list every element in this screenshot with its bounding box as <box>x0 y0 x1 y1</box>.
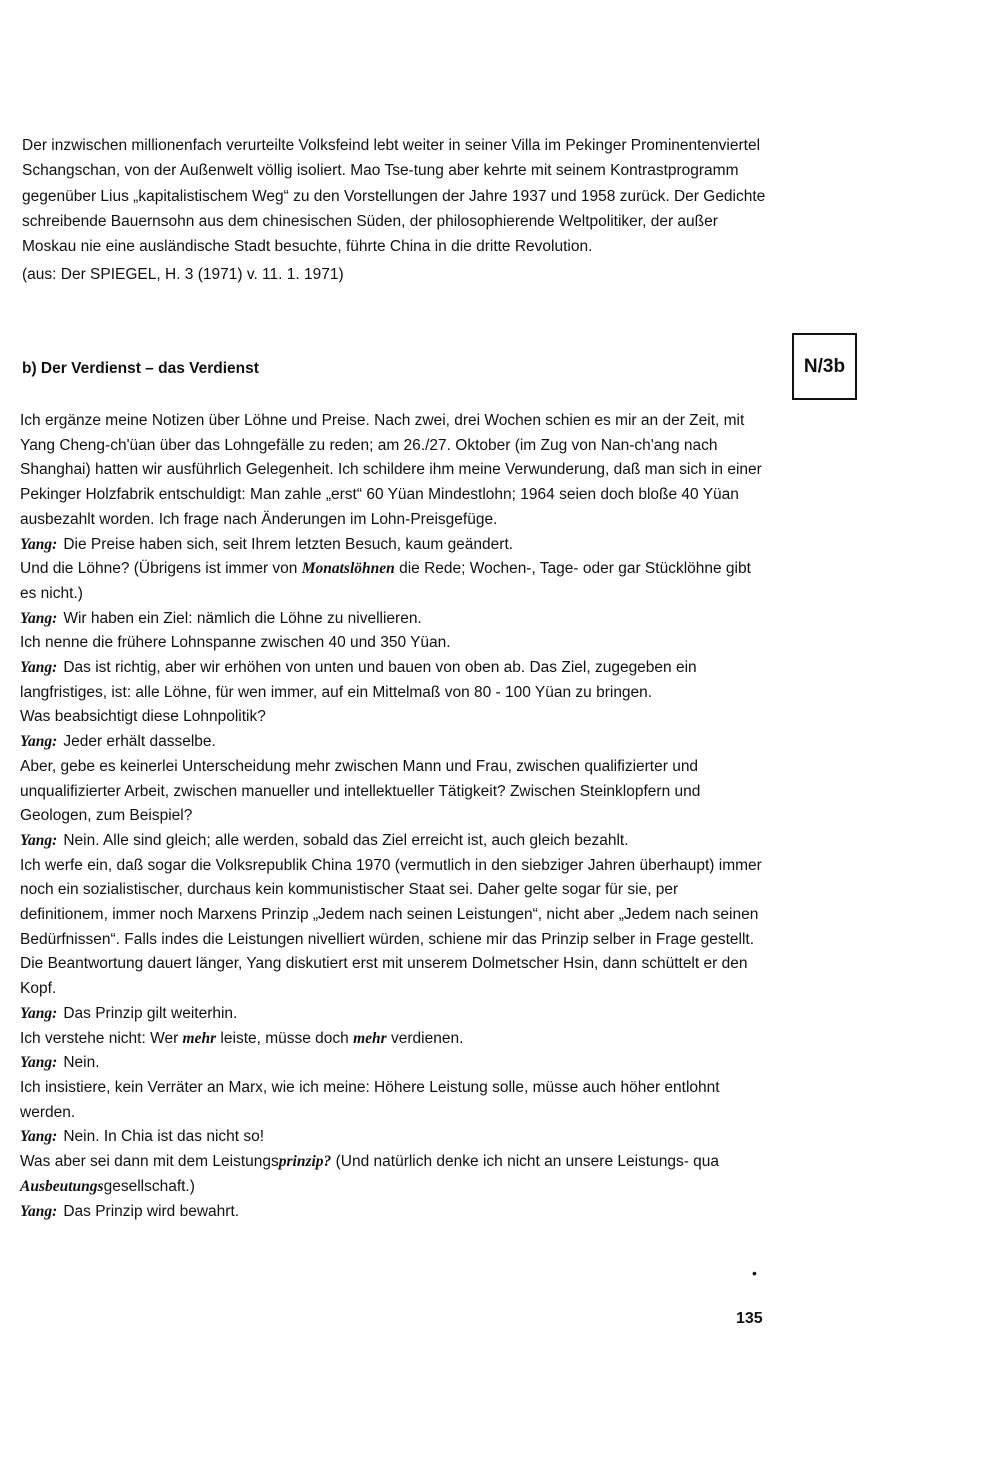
yang-answer: Yang: Das Prinzip wird bewahrt. <box>20 1202 240 1220</box>
yang-answer: Yang: Nein. Alle sind gleich; alle werden, sobald das Ziel erreicht ist, auch gleich bezahlt. <box>20 831 629 849</box>
question: Aber, gebe es keinerlei Unterscheidung mehr zwischen Mann und Frau, zwischen qualifizierter und unqualifizierter Arbeit, zwischen manueller und intellektueller Tätigkeit? Zwischen Steinklopfern und Geologen, zum Beispiel? <box>20 757 701 825</box>
emphasis: prinzip? <box>278 1153 332 1171</box>
question: Was aber sei dann mit dem Leistungsprinzip? (Und natürlich denke ich nicht an unsere Leistungs- qua Ausbeutungsgesellschaft.) <box>20 1153 720 1195</box>
speaker-label: Yang: <box>20 535 58 553</box>
question: Ich insistiere, kein Verräter an Marx, wie ich meine: Höhere Leistung solle, müsse auch höher entlohnt werden. <box>20 1078 720 1121</box>
question: Ich werfe ein, daß sogar die Volksrepublik China 1970 (vermutlich in den siebziger Jahren überhaupt) immer noch ein sozialistischer, durchaus kein kommunistischer Staat sei. Daher gelte sogar für sie, per definitionem, immer noch Marxens Prinzip „Jedem nach seinen Leistungen“, nicht aber „Jedem nach seinen Bedürfnissen“. Falls indes die Leistungen nivelliert würden, schiene mir das Prinzip selber in Frage gestellt. Die Beantwortung dauert länger, Yang diskutiert erst mit unserem Dolmetscher Hsin, dann schüttelt er den Kopf. <box>20 856 762 998</box>
stray-mark: • <box>752 1265 757 1281</box>
question: Was beabsichtigt diese Lohnpolitik? <box>20 708 266 726</box>
question: Und die Löhne? (Übrigens ist immer von Monatslöhnen die Rede; Wochen-, Tage- oder gar Stücklöhne gibt es nicht.) <box>20 560 751 602</box>
emphasis: Ausbeutungs <box>20 1177 104 1195</box>
yang-answer: Yang: Das Prinzip gilt weiterhin. <box>20 1004 238 1022</box>
emphasis: Monatslöhnen <box>301 560 395 578</box>
speaker-label: Yang: <box>20 733 58 751</box>
yang-answer: Yang: Nein. <box>20 1054 100 1072</box>
speaker-label: Yang: <box>20 1202 58 1220</box>
speaker-label: Yang: <box>20 659 58 677</box>
speaker-label: Yang: <box>20 1128 58 1146</box>
yang-answer: Yang: Wir haben ein Ziel: nämlich die Löhne zu nivellieren. <box>20 609 422 627</box>
speaker-label: Yang: <box>20 831 58 849</box>
yang-answer: Yang: Die Preise haben sich, seit Ihrem letzten Besuch, kaum geändert. <box>20 535 514 553</box>
page-number: 135 <box>736 1310 763 1327</box>
yang-answer: Yang: Jeder erhält dasselbe. <box>20 733 216 751</box>
section-heading: b) Der Verdienst – das Verdienst <box>22 360 259 377</box>
yang-answer: Yang: Das ist richtig, aber wir erhöhen von unten und bauen von oben ab. Das Ziel, zugegeben ein langfristiges, ist: alle Löhne, für wen immer, auf ein Mittelmaß von 80 - 100 Yüan zu bringen. <box>20 659 697 701</box>
yang-answer: Yang: Nein. In Chia ist das nicht so! <box>20 1128 265 1146</box>
intro-quote <box>22 133 774 288</box>
speaker-label: Yang: <box>20 1054 58 1072</box>
speaker-label: Yang: <box>20 1004 58 1022</box>
emphasis: mehr <box>182 1029 217 1047</box>
intro-paragraph: Der inzwischen millionenfach verurteilte Volksfeind lebt weiter in seiner Villa im Pekinger Prominentenviertel Schangschan, von der Außenwelt völlig isoliert. Mao Tse-tung aber kehrte mit seinem Kontrastprogramm gegenüber Lius „kapitalistischem Weg“ zu den Vorstellungen der Jahre 1937 und 1958 zurück. Der Gedichte schreibende Bauernsohn aus dem chinesischen Süden, der philosophierende Weltpolitiker, der außer Moskau nie eine ausländische Stadt besuchte, führte China in die dritte Revolution. <box>22 137 766 256</box>
interview-dialog <box>20 409 768 1224</box>
section-badge: N/3b <box>792 333 857 400</box>
narration-paragraph: Ich ergänze meine Notizen über Löhne und Preise. Nach zwei, drei Wochen schien es mir an der Zeit, mit Yang Cheng-ch'üan über das Lohngefälle zu reden; am 26./27. Oktober (im Zug von Nan-ch'ang nach Shanghai) hatten wir ausführlich Gelegenheit. Ich schildere ihm meine Verwunderung, daß man sich in einer Pekinger Holzfabrik entschuldigt: Man zahle „erst“ 60 Yüan Mindestlohn; 1964 seien doch bloße 40 Yüan ausbezahlt worden. Ich frage nach Änderungen im Lohn-Preisgefüge. <box>20 412 762 528</box>
emphasis: mehr <box>353 1029 387 1047</box>
question: Ich verstehe nicht: Wer mehr leiste, müsse doch mehr verdienen. <box>20 1029 464 1047</box>
speaker-label: Yang: <box>20 609 58 627</box>
question: Ich nenne die frühere Lohnspanne zwischen 40 und 350 Yüan. <box>20 634 451 652</box>
source-citation: (aus: Der SPIEGEL, H. 3 (1971) v. 11. 1. 1971) <box>22 266 344 284</box>
